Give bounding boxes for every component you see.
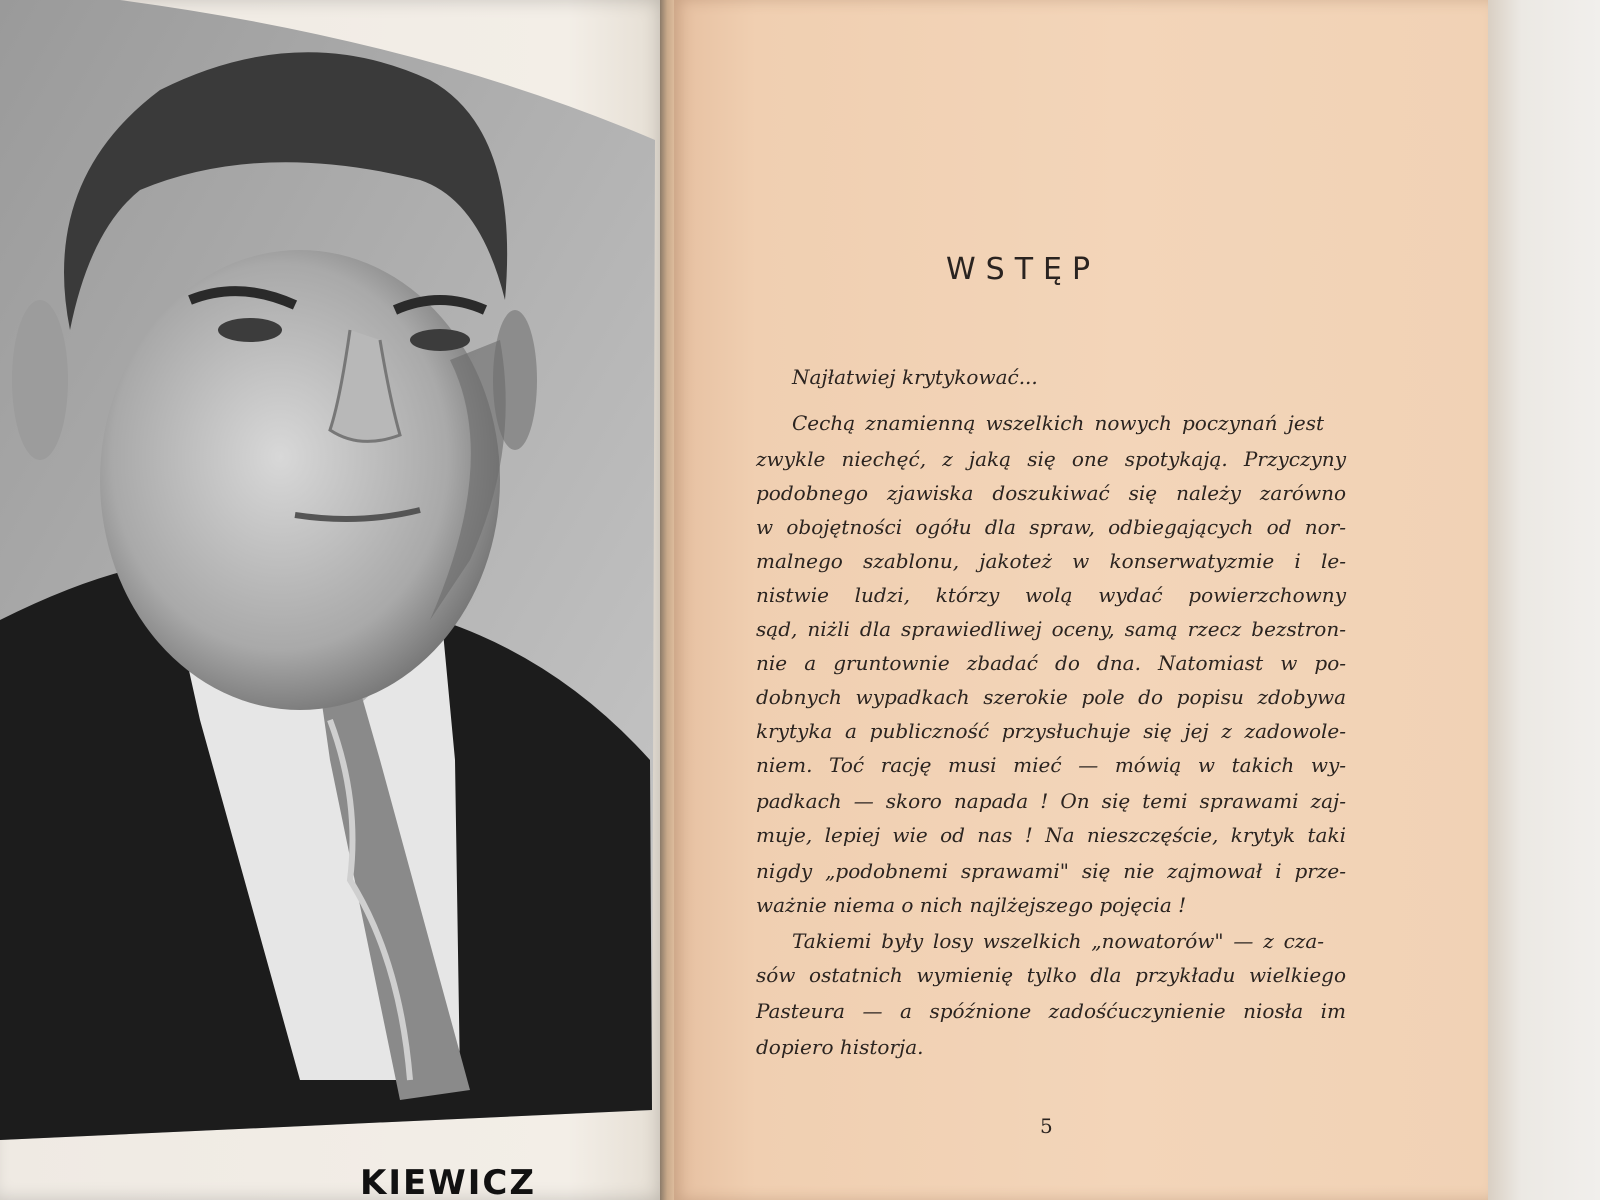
portrait-caption: KIEWICZ xyxy=(360,1166,536,1200)
left-page xyxy=(0,0,668,1200)
text-line: dopiero historja. xyxy=(756,1035,924,1059)
text-line: nie a gruntownie zbadać do dna. Natomiast w po- xyxy=(756,651,1346,675)
text-line: zwykle niechęć, z jaką się one spotykają. Przyczyny xyxy=(756,447,1346,471)
text-line: nistwie ludzi, którzy wolą wydać powierzchowny xyxy=(756,583,1346,607)
portrait-photo xyxy=(0,0,668,1200)
text-line: krytyka a publiczność przysłuchuje się jej z zadowole- xyxy=(756,719,1346,743)
text-line: sów ostatnich wymienię tylko dla przykładu wielkiego xyxy=(756,963,1346,987)
text-line: podobnego zjawiska doszukiwać się należy zarówno xyxy=(756,481,1346,505)
text-line: muje, lepiej wie od nas ! Na nieszczęście, krytyk taki xyxy=(756,823,1346,847)
text-line: Najłatwiej krytykować... xyxy=(792,365,1038,389)
text-line: sąd, niżli dla sprawiedliwej oceny, samą rzecz bezstron- xyxy=(756,617,1346,641)
text-line: Cechą znamienną wszelkich nowych poczynań jest xyxy=(792,411,1324,435)
text-line: dobnych wypadkach szerokie pole do popisu zdobywa xyxy=(756,685,1346,709)
text-line: Takiemi były losy wszelkich „nowatorów" — z cza- xyxy=(792,929,1324,953)
text-line: niem. Toć rację musi mieć — mówią w takich wy- xyxy=(756,753,1346,777)
text-line: ważnie niema o nich najlżejszego pojęcia ! xyxy=(756,893,1187,917)
text-line: Pasteura — a spóźnione zadośćuczynienie niosła im xyxy=(756,999,1346,1023)
text-line: padkach — skoro napada ! On się temi sprawami zaj- xyxy=(756,789,1346,813)
text-line: nigdy „podobnemi sprawami" się nie zajmował i prze- xyxy=(756,859,1346,883)
text-line: malnego szablonu, jakoteż w konserwatyzmie i le- xyxy=(756,549,1346,573)
background-surface xyxy=(1488,0,1600,1200)
page-number: 5 xyxy=(1040,1114,1053,1138)
chapter-title: WSTĘP xyxy=(946,252,1101,287)
text-line: w obojętności ogółu dla spraw, odbiegających od nor- xyxy=(756,515,1346,539)
